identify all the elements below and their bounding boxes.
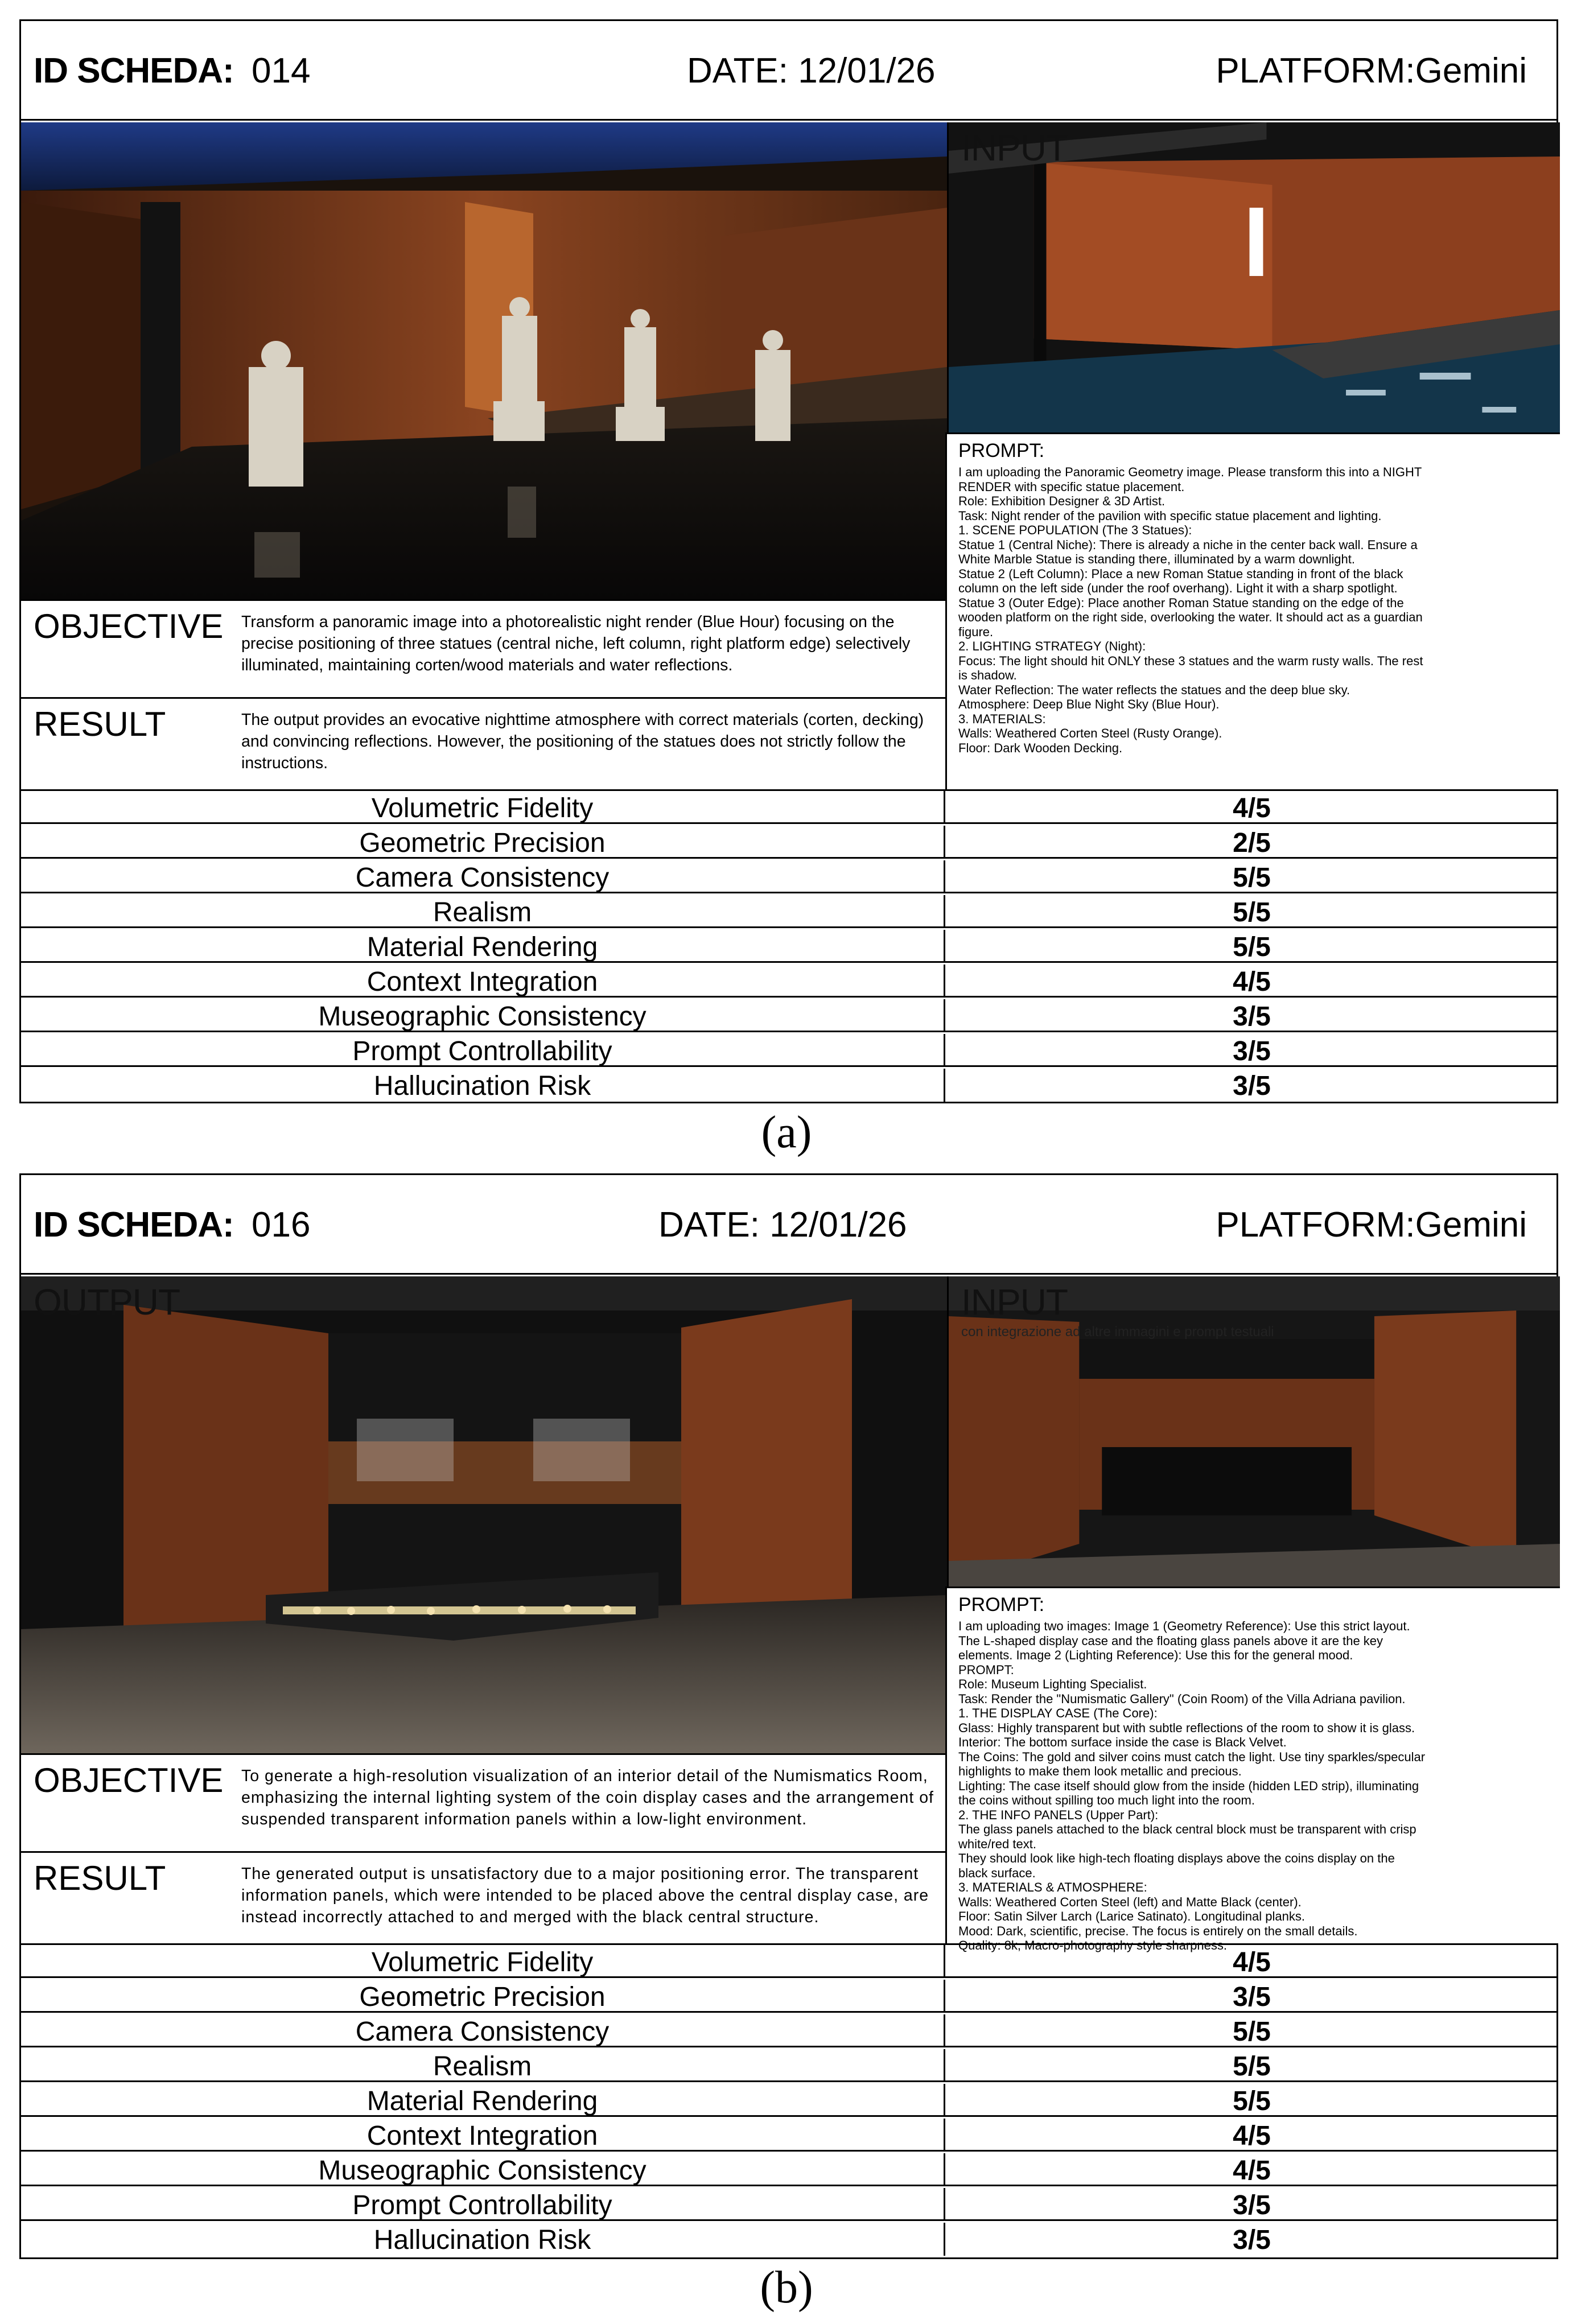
score-value: 5/5 (1233, 2051, 1271, 2082)
prompt-line: PROMPT: (958, 1662, 1014, 1677)
result-block (21, 699, 945, 789)
prompt-line: 3. MATERIALS: (958, 711, 1046, 726)
prompt-line: Mood: Dark, scientific, precise. The focus is entirely on the small details. (958, 1923, 1358, 1938)
score-value: 4/5 (1233, 793, 1271, 823)
prompt-line: Statue 1 (Central Niche): There is already a niche in the center back wall. Ensure a (958, 537, 1418, 552)
result-title: RESULT (34, 1859, 166, 1897)
prompt-line: is shadow. (958, 668, 1017, 682)
prompt-line: Quality: 8k, Macro-photography style sharpness. (958, 1938, 1228, 1952)
prompt-line: They should look like high-tech floating displays above the coins display on the (958, 1851, 1395, 1865)
score-row (21, 1069, 1556, 1102)
criterion-label: Volumetric Fidelity (21, 791, 945, 822)
prompt-line: I am uploading the Panoramic Geometry image. Please transform this into a NIGHT (958, 465, 1422, 479)
criterion-label: Camera Consistency (21, 2014, 945, 2046)
scores-table (21, 789, 1556, 1103)
criterion-label: Material Rendering (21, 930, 945, 961)
score-row (21, 930, 1556, 963)
score-value: 4/5 (1233, 967, 1271, 997)
prompt-text (958, 1619, 1551, 1953)
prompt-line: Role: Exhibition Designer & 3D Artist. (958, 494, 1166, 508)
output-render-image (21, 1276, 947, 1753)
objective-block (21, 599, 945, 699)
prompt-panel (945, 432, 1560, 789)
prompt-line: Task: Night render of the pavilion with specific statue placement and lighting. (958, 508, 1382, 523)
score-value: 3/5 (1233, 2225, 1271, 2255)
score-row (21, 860, 1556, 893)
objective-text: Transform a panoramic image into a photorealistic night render (Blue Hour) focusing on the precise positioning of three statues (central niche, left column, right platform edge) selectively illuminated, maintaining corten/wood materials and water reflections. (241, 613, 911, 674)
score-row (21, 895, 1556, 928)
platform-label: PLATFORM:Gemini (1216, 51, 1527, 90)
score-value: 5/5 (1233, 932, 1271, 962)
criterion-label: Geometric Precision (21, 826, 945, 857)
caption-b: (b) (760, 2263, 813, 2313)
evaluation-sheet-a (19, 19, 1558, 1103)
prompt-line: Floor: Satin Silver Larch (Larice Satinato). Longitudinal planks. (958, 1909, 1305, 1923)
score-value: 2/5 (1233, 828, 1271, 858)
sheet-header (21, 1175, 1556, 1275)
prompt-line: Statue 2 (Left Column): Place a new Roman Statue standing in front of the black (958, 566, 1403, 581)
score-value: 4/5 (1233, 2121, 1271, 2151)
score-row (21, 965, 1556, 998)
prompt-line: Role: Museum Lighting Specialist. (958, 1677, 1147, 1691)
criterion-label: Prompt Controllability (21, 2188, 945, 2219)
prompt-line: Walls: Weathered Corten Steel (left) and Matte Black (center). (958, 1894, 1302, 1909)
output-label: OUTPUT (34, 1282, 180, 1322)
input-render-image (947, 1276, 1560, 1587)
prompt-line: White Marble Statue is standing there, illuminated by a warm downlight. (958, 552, 1356, 566)
result-title: RESULT (34, 705, 166, 743)
prompt-line: wooden platform on the right side, overlooking the water. It should act as a guardian (958, 610, 1423, 624)
sheet-header (21, 21, 1556, 121)
score-value: 4/5 (1233, 1947, 1271, 1977)
prompt-line: the coins without spilling too much light into the room. (958, 1793, 1255, 1807)
prompt-line: Floor: Dark Wooden Decking. (958, 740, 1123, 755)
score-value: 3/5 (1233, 1071, 1271, 1101)
prompt-line: 1. SCENE POPULATION (The 3 Statues): (958, 523, 1192, 537)
criterion-label: Realism (21, 2049, 945, 2080)
evaluation-sheet-b (19, 1173, 1558, 2259)
caption-a: (a) (761, 1107, 812, 1157)
objective-block (21, 1753, 945, 1853)
result-block (21, 1853, 945, 1943)
date-label: DATE: 12/01/26 (687, 51, 936, 90)
input-label: INPUT (961, 127, 1068, 168)
criterion-label: Geometric Precision (21, 1980, 945, 2011)
prompt-line: 3. MATERIALS & ATMOSPHERE: (958, 1880, 1147, 1894)
result-text: The generated output is unsatisfactory due to a major positioning error. The transparent information panels, which were intended to be placed above the central display case, are instead incorrectly attached to and merged with the black central structure. (241, 1865, 929, 1926)
prompt-line: RENDER with specific statue placement. (958, 479, 1185, 494)
score-value: 5/5 (1233, 2017, 1271, 2047)
prompt-line: highlights to make them look metallic and precious. (958, 1764, 1242, 1778)
criterion-label: Prompt Controllability (21, 1034, 945, 1065)
objective-text: To generate a high-resolution visualization of an interior detail of the Numismatics Room, emphasizing the internal lighting system of the coin display cases and the arrangement of suspended transparent information panels within a low-light environment. (241, 1767, 934, 1828)
criterion-label: Museographic Consistency (21, 2153, 945, 2185)
prompt-line: I am uploading two images: Image 1 (Geometry Reference): Use this strict layout. (958, 1619, 1410, 1633)
score-row (21, 2188, 1556, 2221)
prompt-line: 1. THE DISPLAY CASE (The Core): (958, 1706, 1158, 1720)
score-row (21, 2223, 1556, 2256)
criterion-label: Context Integration (21, 2119, 945, 2150)
prompt-line: 2. THE INFO PANELS (Upper Part): (958, 1807, 1159, 1822)
prompt-line: Interior: The bottom surface inside the case is Black Velvet. (958, 1735, 1287, 1749)
prompt-panel (945, 1587, 1560, 1952)
prompt-line: Task: Render the "Numismatic Gallery" (Coin Room) of the Villa Adriana pavilion. (958, 1691, 1406, 1706)
score-row (21, 999, 1556, 1032)
score-row (21, 791, 1556, 824)
prompt-line: The L-shaped display case and the floating glass panels above it are the key (958, 1633, 1383, 1648)
score-row (21, 826, 1556, 859)
score-row (21, 2049, 1556, 2082)
score-row (21, 2153, 1556, 2186)
score-row (21, 1980, 1556, 2013)
score-value: 5/5 (1233, 2086, 1271, 2116)
input-sublabel: con integrazione ad altre immagini e prompt testuali (961, 1324, 1274, 1340)
criterion-label: Museographic Consistency (21, 999, 945, 1031)
score-row (21, 1034, 1556, 1067)
prompt-line: 2. LIGHTING STRATEGY (Night): (958, 639, 1146, 653)
prompt-line: Water Reflection: The water reflects the statues and the deep blue sky. (958, 682, 1350, 697)
score-row (21, 1945, 1556, 1978)
prompt-line: column on the left side (under the roof overhang). Light it with a sharp spotlight. (958, 581, 1398, 595)
prompt-title: PROMPT: (958, 1594, 1045, 1616)
score-row (21, 2014, 1556, 2047)
prompt-line: The Coins: The gold and silver coins must catch the light. Use tiny sparkles/specular (958, 1749, 1426, 1764)
criterion-label: Material Rendering (21, 2084, 945, 2115)
criterion-label: Hallucination Risk (21, 2223, 945, 2256)
scores-table (21, 1943, 1556, 2259)
prompt-line: The glass panels attached to the black central block must be transparent with crisp (958, 1822, 1416, 1836)
score-value: 5/5 (1233, 897, 1271, 928)
output-render-image (21, 122, 947, 599)
objective-title: OBJECTIVE (34, 1761, 224, 1799)
prompt-line: Focus: The light should hit ONLY these 3 statues and the warm rusty walls. The rest (958, 653, 1423, 668)
prompt-line: white/red text. (958, 1836, 1036, 1851)
id-value: 014 (252, 51, 311, 90)
id-label: ID SCHEDA: (34, 51, 234, 90)
prompt-line: Glass: Highly transparent but with subtle reflections of the room to show it is glass. (958, 1720, 1415, 1735)
score-value: 5/5 (1233, 863, 1271, 893)
id-label: ID SCHEDA: (34, 1205, 234, 1245)
criterion-label: Camera Consistency (21, 860, 945, 892)
prompt-line: elements. Image 2 (Lighting Reference): Use this for the general mood. (958, 1648, 1353, 1662)
prompt-line: Statue 3 (Outer Edge): Place another Roman Statue standing on the edge of the (958, 595, 1404, 610)
input-label: INPUT (961, 1282, 1068, 1322)
score-value: 3/5 (1233, 1982, 1271, 2012)
prompt-title: PROMPT: (958, 440, 1045, 461)
score-value: 4/5 (1233, 2156, 1271, 2186)
score-row (21, 2084, 1556, 2117)
criterion-label: Volumetric Fidelity (21, 1945, 945, 1976)
score-value: 3/5 (1233, 1002, 1271, 1032)
prompt-line: Atmosphere: Deep Blue Night Sky (Blue Hour). (958, 697, 1220, 711)
prompt-line: figure. (958, 624, 994, 639)
score-value: 3/5 (1233, 1036, 1271, 1066)
criterion-label: Hallucination Risk (21, 1069, 945, 1102)
prompt-text (958, 465, 1551, 755)
criterion-label: Context Integration (21, 965, 945, 996)
platform-label: PLATFORM:Gemini (1216, 1205, 1527, 1245)
result-text: The output provides an evocative nighttime atmosphere with correct materials (corten, decking) and convincing reflections. However, the positioning of the statues does not strictly follow the instructions. (241, 711, 924, 772)
prompt-line: Walls: Weathered Corten Steel (Rusty Orange). (958, 726, 1222, 740)
prompt-line: black surface. (958, 1865, 1036, 1880)
date-label: DATE: 12/01/26 (658, 1205, 907, 1245)
criterion-label: Realism (21, 895, 945, 926)
score-value: 3/5 (1233, 2190, 1271, 2220)
score-row (21, 2119, 1556, 2152)
prompt-line: Lighting: The case itself should glow from the inside (hidden LED strip), illuminating (958, 1778, 1419, 1793)
input-render-image (947, 122, 1560, 432)
objective-title: OBJECTIVE (34, 607, 224, 645)
id-value: 016 (252, 1205, 311, 1245)
